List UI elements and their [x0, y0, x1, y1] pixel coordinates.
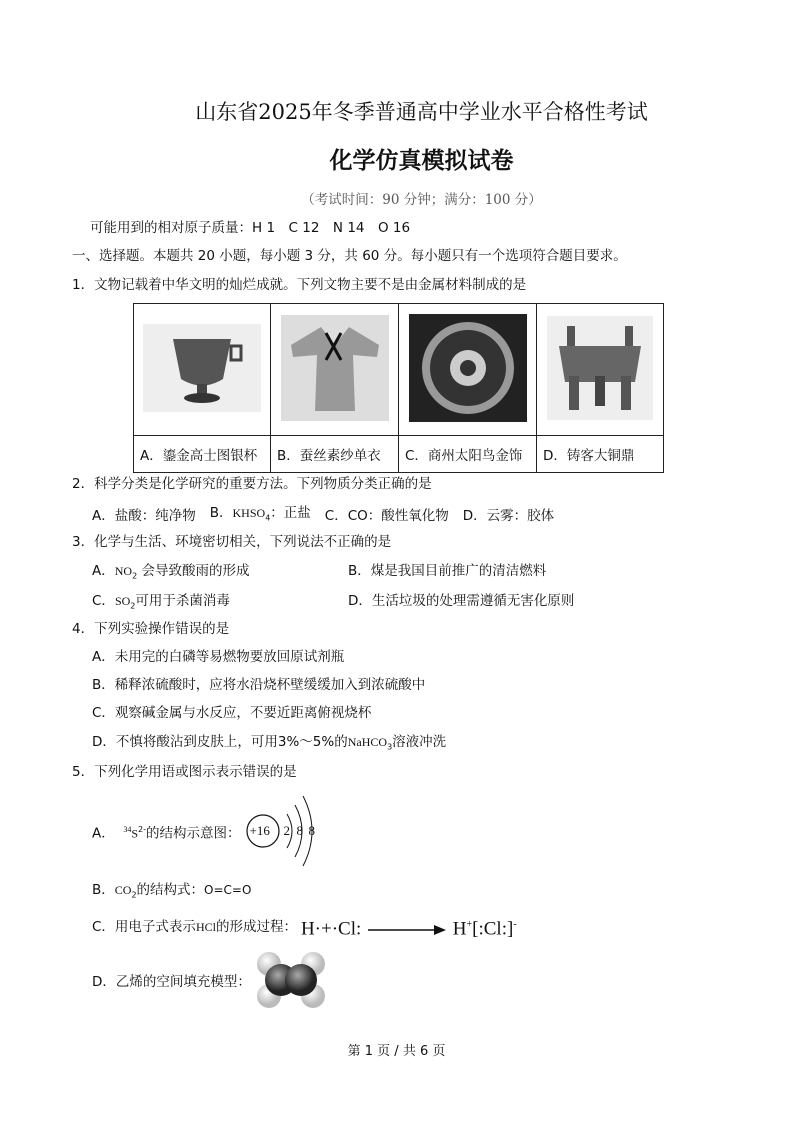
q4-option-a: A．未用完的白磷等易燃物要放回原试剂瓶	[92, 649, 345, 665]
q5-option-a: A． $^{34}S^{2-}$的结构示意图：	[92, 825, 241, 842]
hcl-formation-equation	[301, 913, 517, 941]
section-heading: 一、选择题。本题共 20 小题，每小题 3 分，共 60 分。每小题只有一个选项符合题目要求。	[72, 248, 627, 264]
exam-title: 山东省2025年冬季普通高中学业水平合格性考试	[195, 100, 648, 124]
q2-options	[92, 504, 554, 528]
q1-option-a: A．鎏金高士图银杯	[134, 436, 271, 473]
sunbird-gold-ornament-image	[399, 304, 537, 436]
q2-option-c: C．CO：酸性氧化物	[324, 507, 449, 524]
exam-info: （考试时间：90 分钟；满分：100 分）	[301, 192, 542, 208]
q3-option-d: D．生活垃圾的处理需遵循无害化原则	[348, 593, 575, 609]
q1-option-b: B．蚕丝素纱单衣	[271, 436, 399, 473]
shell-2: 8	[296, 823, 304, 838]
q4-option-c: C．观察碱金属与水反应，不要近距离俯视烧杯	[92, 705, 372, 721]
minus-charge: -	[513, 918, 517, 930]
silk-garment-image	[271, 304, 399, 436]
shell-3: 8	[308, 823, 316, 838]
q5-option-d-row	[92, 952, 327, 1012]
product-h: H	[452, 918, 467, 940]
shell-1: 2	[283, 823, 291, 838]
q3-option-c: C．$SO_2$可用于杀菌消毒	[92, 593, 230, 611]
q3-stem: 3．化学与生活、环境密切相关，下列说法不正确的是	[72, 534, 392, 550]
ethylene-space-filling-model	[255, 950, 327, 1015]
q2-option-b: B．$KHSO_4$：正盐	[209, 505, 311, 523]
q2-option-a: A．盐酸：纯净物	[92, 507, 196, 524]
arrow-icon	[366, 924, 448, 936]
reactants: H·+·Cl:	[300, 918, 362, 940]
q1-option-d: D．铸客大铜鼎	[537, 436, 664, 473]
product-cl: [:Cl:]	[472, 918, 514, 940]
q4-stem: 4．下列实验操作错误的是	[72, 621, 230, 637]
q5-option-b: B．$CO_2$的结构式：O=C=O	[92, 882, 252, 900]
q1-stem: 1．文物记载着中华文明的灿烂成就。下列文物主要不是由金属材料制成的是	[72, 277, 527, 293]
q4-option-b: B．稀释浓硫酸时，应将水沿烧杯壁缓缓加入到浓硫酸中	[92, 677, 426, 693]
silver-cup-image	[134, 304, 271, 436]
q2-option-d: D．云雾：胶体	[462, 507, 555, 524]
sulfur-ion-structure-diagram	[245, 792, 335, 872]
q3-option-a: A．$NO_2$ 会导致酸雨的形成	[92, 563, 250, 581]
page-footer: 第 1 页 / 共 6 页	[347, 1044, 446, 1059]
q5-stem: 5．下列化学用语或图示表示错误的是	[72, 764, 297, 780]
atomic-masses: 可能用到的相对原子质量：H 1 C 12 N 14 O 16	[90, 220, 411, 236]
bronze-ding-image	[537, 304, 664, 436]
q5-option-c-row	[92, 914, 517, 940]
q1-table	[133, 303, 664, 473]
exam-subtitle: 化学仿真模拟试卷	[329, 147, 514, 174]
plus-charge: +	[466, 918, 473, 930]
q2-stem: 2．科学分类是化学研究的重要方法。下列物质分类正确的是	[72, 476, 432, 492]
q5-option-d: D．乙烯的空间填充模型：	[92, 974, 251, 990]
q3-option-b: B．煤是我国目前推广的清洁燃料	[348, 563, 547, 579]
q4-option-d: D．不慎将酸沾到皮肤上，可用3%～5%的NaHCO$_3$溶液冲洗	[92, 734, 447, 752]
nucleus-charge: +16	[249, 823, 270, 838]
q1-option-c: C．商州太阳鸟金饰	[399, 436, 537, 473]
q5-option-a-row	[92, 792, 335, 872]
q5-option-c: C．用电子式表示HCl的形成过程：	[92, 919, 297, 935]
